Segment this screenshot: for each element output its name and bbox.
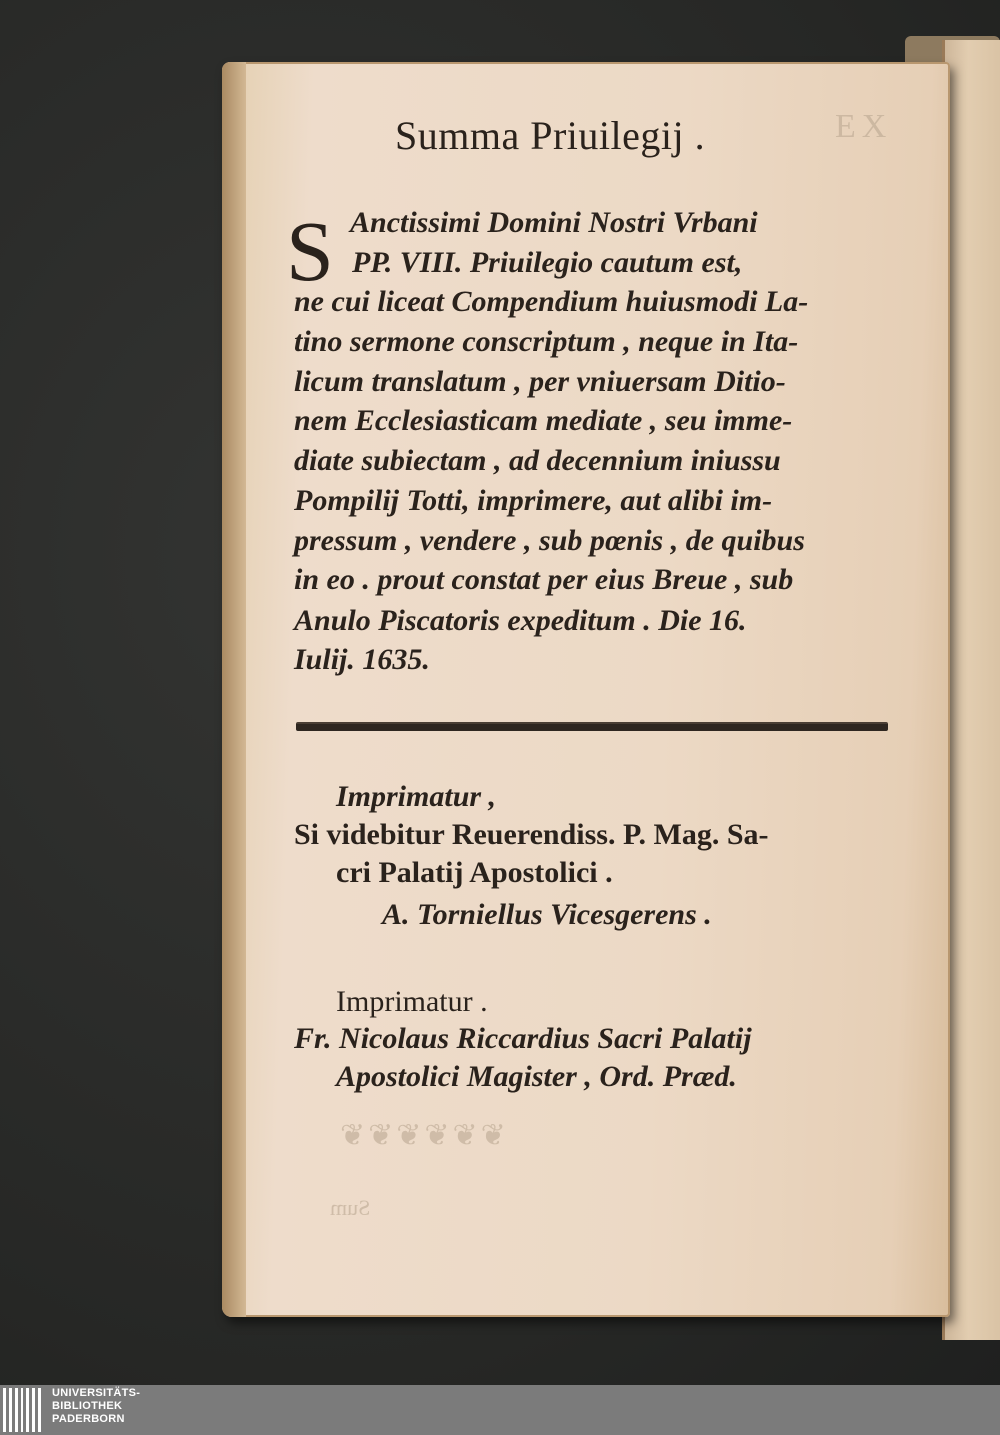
privilege-line: in eo . prout constat per eius Breue , sub xyxy=(294,563,794,596)
privilege-line: tino sermone conscriptum , neque in Ita- xyxy=(294,325,799,358)
signatory-name: Fr. Nicolaus Riccardius Sacri Palatij xyxy=(294,1022,752,1055)
imprimatur-heading: Imprimatur , xyxy=(336,780,497,813)
privilege-line: pressum , vendere , sub pœnis , de quibus xyxy=(294,524,805,557)
facing-page-edge xyxy=(942,40,1000,1340)
privilege-line: ne cui liceat Compendium huiusmodi La- xyxy=(294,285,809,318)
logo-line: PADERBORN xyxy=(52,1413,125,1425)
logo-line: UNIVERSITÄTS- xyxy=(52,1387,141,1399)
drop-cap: S xyxy=(286,203,334,299)
privilege-line: PP. VIII. Priuilegio cautum est, xyxy=(352,246,743,279)
privilege-line: Iulij. 1635. xyxy=(294,643,430,676)
show-through-text: EX xyxy=(835,108,893,145)
signatory-title: Apostolici Magister , Ord. Præd. xyxy=(336,1060,737,1093)
library-footer-bar xyxy=(0,1385,1000,1435)
page-gutter xyxy=(222,62,246,1317)
signatory-name: A. Torniellus Vicesgerens . xyxy=(382,898,712,931)
privilege-line: nem Ecclesiasticam mediate , seu imme- xyxy=(294,404,793,437)
logo-line: BIBLIOTHEK xyxy=(52,1400,123,1412)
approval-line: cri Palatij Apostolici . xyxy=(336,856,613,889)
approval-line: Si videbitur Reuerendiss. P. Mag. Sa- xyxy=(294,818,769,851)
imprimatur-heading: Imprimatur . xyxy=(336,985,488,1018)
show-through-ornament: ❦❦❦❦❦❦ xyxy=(340,1119,509,1152)
show-through-catchword: Sum xyxy=(330,1195,371,1220)
privilege-line: licum translatum , per vniuersam Ditio- xyxy=(294,365,786,398)
privilege-line: Anctissimi Domini Nostri Vrbani xyxy=(350,206,758,239)
library-logo-icon xyxy=(3,1388,41,1432)
privilege-line: Pompilij Totti, imprimere, aut alibi im- xyxy=(294,484,773,517)
privilege-line: diate subiectam , ad decennium iniussu xyxy=(294,444,781,477)
horizontal-rule xyxy=(296,722,888,731)
privilege-line: Anulo Piscatoris expeditum . Die 16. xyxy=(294,604,747,637)
page-title: Summa Priuilegij . xyxy=(395,113,706,158)
library-logo-text xyxy=(52,1387,140,1426)
